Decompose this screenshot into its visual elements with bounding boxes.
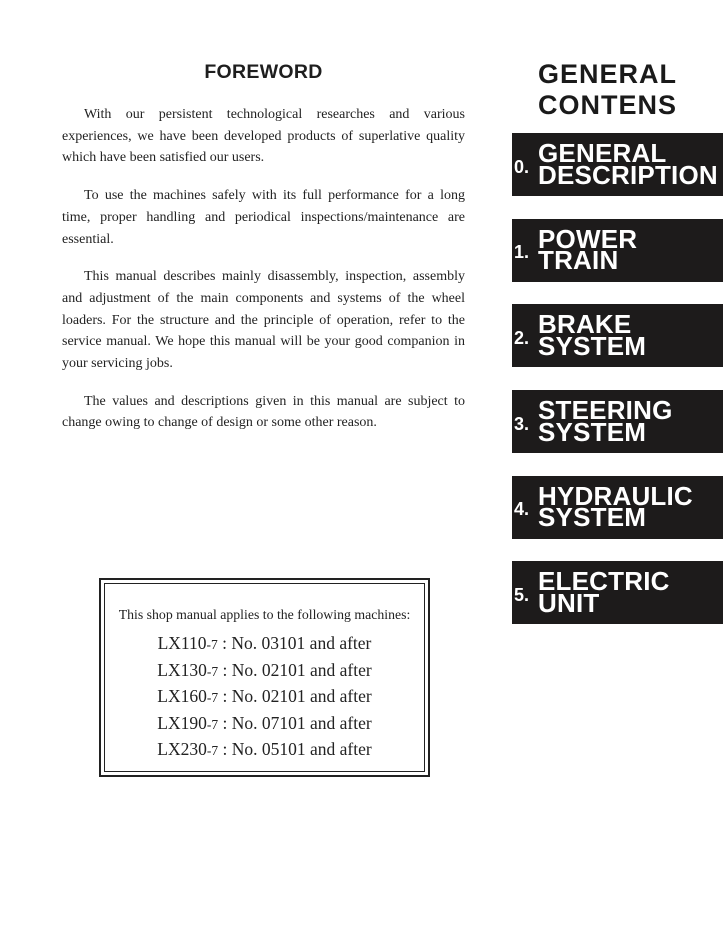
contents-item-label-line2: UNIT bbox=[538, 587, 600, 618]
machine-box-intro: This shop manual applies to the following machines: bbox=[118, 607, 411, 622]
contents-item-label bbox=[538, 480, 693, 533]
contents-item-label-line2: SYSTEM bbox=[538, 330, 647, 361]
machine-serial: : No. 02101 and after bbox=[218, 659, 372, 680]
contents-item-hydraulic-system bbox=[512, 476, 723, 539]
contents-item-label-line2: DESCRIPTION bbox=[538, 159, 718, 190]
contents-item-label bbox=[538, 566, 670, 618]
contents-item-label bbox=[538, 138, 718, 190]
contents-item-label-line1: ELECTRIC bbox=[538, 566, 670, 597]
machine-model: LX110 bbox=[157, 633, 207, 653]
contents-item-label bbox=[538, 395, 673, 447]
machine-model: LX190 bbox=[157, 712, 207, 733]
contents-item-general-description bbox=[512, 133, 723, 196]
contents-item-number: 4. bbox=[514, 499, 530, 520]
contents-item-number: 5. bbox=[514, 584, 530, 605]
contents-item-label-line1: BRAKE bbox=[538, 309, 632, 340]
machine-row bbox=[105, 631, 424, 658]
contents-sidebar bbox=[512, 59, 723, 647]
foreword-paragraph-2: To use the machines safely with its full performance for a long time, proper handling and periodical inspections/maintenance are essential. bbox=[62, 188, 465, 247]
contents-title-line2: CONTENS bbox=[537, 90, 677, 120]
machine-model-suffix: -7 bbox=[206, 690, 219, 705]
contents-item-label-line2: SYSTEM bbox=[538, 416, 647, 447]
contents-item-number: 2. bbox=[514, 327, 530, 348]
contents-item-label-line2: SYSTEM bbox=[538, 502, 647, 533]
contents-title-line1: GENERAL bbox=[537, 59, 677, 89]
machine-serial: : No. 03101 and after bbox=[217, 633, 372, 653]
machine-box-inner-border bbox=[104, 583, 425, 772]
machine-model: LX160 bbox=[157, 686, 207, 706]
machine-model-suffix: -7 bbox=[206, 743, 219, 758]
machine-row bbox=[105, 684, 424, 711]
machine-row bbox=[105, 658, 424, 685]
contents-item-label-line2: TRAIN bbox=[538, 245, 619, 276]
contents-item-power-train bbox=[512, 219, 723, 282]
contents-item-number: 3. bbox=[514, 413, 530, 434]
contents-item-number: 1. bbox=[514, 242, 530, 263]
machine-model-suffix: -7 bbox=[206, 716, 219, 732]
machine-serial: : No. 05101 and after bbox=[218, 739, 372, 759]
contents-item-brake-system bbox=[512, 304, 723, 367]
contents-item-label-line1: STEERING bbox=[538, 395, 673, 426]
machine-model: LX230 bbox=[157, 739, 207, 759]
contents-item-steering-system bbox=[512, 390, 723, 453]
contents-item-electric-unit bbox=[512, 561, 723, 624]
contents-item-label-line1: GENERAL bbox=[538, 138, 667, 168]
machine-model: LX130 bbox=[157, 659, 207, 680]
foreword-paragraph-1: With our persistent technological researches and various experiences, we have been developed products of superlative quality which have been satisfied our users. bbox=[62, 107, 465, 166]
machine-serial: : No. 07101 and after bbox=[218, 712, 372, 733]
foreword-title: FOREWORD bbox=[204, 61, 323, 83]
machine-serial: : No. 02101 and after bbox=[218, 686, 372, 706]
foreword-paragraph-4: The values and descriptions given in this manual are subject to change owing to change of design or some other reason. bbox=[62, 393, 465, 431]
contents-item-label bbox=[538, 223, 638, 276]
contents-item-label-line1: POWER bbox=[538, 223, 638, 254]
machine-model-suffix: -7 bbox=[206, 637, 218, 652]
machine-applicability-box bbox=[99, 578, 430, 777]
contents-item-number: 0. bbox=[514, 156, 530, 177]
foreword-section bbox=[62, 58, 465, 450]
machine-model-suffix: -7 bbox=[206, 663, 219, 679]
foreword-paragraph-3: This manual describes mainly disassembly, inspection, assembly and adjustment of the main components and systems of the wheel loaders. For the structure and the principle of operation, refer to the service manual. We hope this manual will be your good companion in your servicing jobs. bbox=[62, 269, 465, 372]
contents-item-label-line1: HYDRAULIC bbox=[538, 480, 693, 511]
machine-row bbox=[105, 737, 424, 764]
contents-title bbox=[512, 59, 723, 121]
contents-item-label bbox=[538, 309, 647, 361]
machine-row bbox=[105, 711, 424, 738]
